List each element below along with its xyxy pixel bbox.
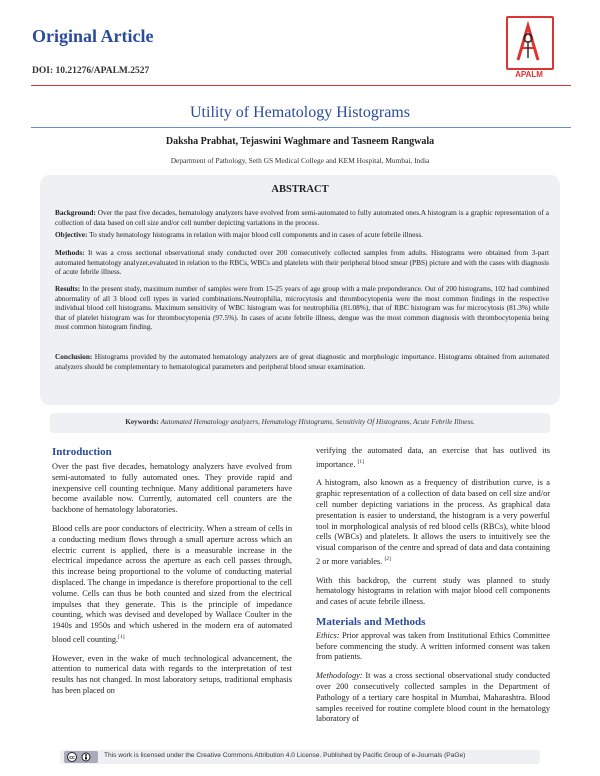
keywords: Keywords: Automated Hematology analyzers, Hematology Histograms, Sensitivity Of Histograms, Acute Febrile Illness. xyxy=(125,418,475,426)
article-title: Utility of Hematology Histograms xyxy=(190,104,410,121)
abstract-conclusion: Conclusion: Histograms provided by the automated hematology analyzers are of great diagnostic and morphologic importance. Histograms obtained from automated analyzers should be complementary to hematological parameters and peripheral blood smear examination. xyxy=(55,352,550,371)
intro-paragraph: Over the past five decades, hematology analyzers have evolved from semi-automated to fully automated ones. They provide rapid and inexpensive cell counting technique. Many additional parameters have become available now. Currently, automated cell counters are the backbone of hematology laboratories. xyxy=(52,462,292,515)
intro-heading: Introduction xyxy=(52,446,112,458)
body-paragraph: With this backdrop, the current study was planned to study hematology histograms in relation with major blood cell components and cases of acute febrile illness. xyxy=(316,575,550,607)
logo-text: APALM xyxy=(515,70,543,79)
license-text[interactable]: This work is licensed under the Creative Commons Attribution 4.0 License. Published by Pacific Group of e-Journals (PaGe) xyxy=(104,752,466,759)
authors: Daksha Prabhat, Tejaswini Waghmare and Tasneem Rangwala xyxy=(165,136,435,147)
intro-paragraph: Blood cells are poor conductors of electricity. When a stream of cells in a conducting medium flows through a small aperture across which an electric current is applied, there is a measurable increase in the electrical impedance across the aperture as each cell passes through, this increase being proportional to the volume of conducting material displaced. The change in impedance is therefore proportional to the cell volume. Cells can thus be both counted and sized from the electrical impulses that they generate. This is the principle of impedance counting, which was devised and developed by Wallace Coulter in the 1940s and 1950s and which ushered in the modern era of automated blood cell counting.[1] xyxy=(52,523,292,644)
svg-text:cc: cc xyxy=(69,755,75,761)
ethics-paragraph: Ethics: Prior approval was taken from Institutional Ethics Committee before commencing the study. A written informed consent was taken from patients. xyxy=(316,630,550,662)
intro-paragraph: However, even in the wake of much technological advancement, the attention to numerical data with regards to the interpretation of test results has not changed. In most laboratory setups, traditional emphasis has been placed on xyxy=(52,653,292,695)
abstract-heading: ABSTRACT xyxy=(271,184,329,195)
header-rule xyxy=(31,85,571,86)
cc-license-icon[interactable] xyxy=(64,751,98,763)
abstract-objective: Objective: To study hematology histograms in relation with major blood cell components and in cases of acute febrile illness. xyxy=(55,230,423,239)
article-type: Original Article xyxy=(32,26,154,46)
body-paragraph: A histogram, also known as a frequency of distribution curve, is a graphic representation of a collection of data based on cell size and/or cell number depicting variations in the process. As graphical data presentation is easier to understand, the histogram is a very powerful tool in morphological analysis of red blood cells (RBCs), white blood cells (WBCs) and platelets. It allows the users to intuitively see the visual comparison of the centre and spread of data and data containing 2 or more variables. [2] xyxy=(316,478,550,566)
doi[interactable]: DOI: 10.21276/APALM.2527 xyxy=(32,66,150,76)
methodology-paragraph: Methodology: It was a cross sectional observational study conducted over 200 consecutively collected samples in the Department of Pathology of a tertiary care hospital in Mumbai, Maharashtra. Blood samples received for routine complete blood count in the hematology laboratory of xyxy=(316,671,550,724)
affiliation: Department of Pathology, Seth GS Medical College and KEM Hospital, Mumbai, India xyxy=(170,156,430,165)
materials-methods-heading: Materials and Methods xyxy=(316,615,426,628)
journal-logo xyxy=(500,16,558,84)
right-column xyxy=(316,446,550,725)
body-paragraph: verifying the automated data, an exercise that has outlived its importance. [1] xyxy=(316,446,550,469)
abstract-background: Background: Over the past five decades, hematology analyzers have evolved from semi-automated to fully automated ones.A histogram is a graphic representation of a collection of data based on cell size and/or cell number depicting variations in the process. xyxy=(55,208,549,227)
left-column xyxy=(52,462,292,697)
abstract-methods: Methods: It was a cross sectional observational study conducted over 200 consecutively collected samples from adults. Histograms were obtained from 3-part automated hematology analyzer,evaluated in relation to the RBCs, WBCs and platelets with their peripheral blood smear (PBS) picture and with the cases with diagnosis of acute febrile illness. xyxy=(55,248,549,277)
title-rule xyxy=(31,127,571,128)
abstract-results: Results: In the present study, maximum number of samples were from 15-25 years of age group with a male preponderance. Out of 200 histograms, 102 had combined abnormality of all 3 blood cell types in varied combinations.Neutrophilia, microcytosis and thrombocytopenia were the most common findings in the respective individual blood cell histograms. Maximum sensitivity of WBC histogram was for neutrophilia (81.08%), that of RBC histogram was for microcytosis (81.3%) while that of platelet histogram was for thrombocytopenia (97.5%). In cases of acute febrile illness, dengue was the most common diagnosis with thrombocytopenia being most common histogram finding. xyxy=(55,284,549,332)
